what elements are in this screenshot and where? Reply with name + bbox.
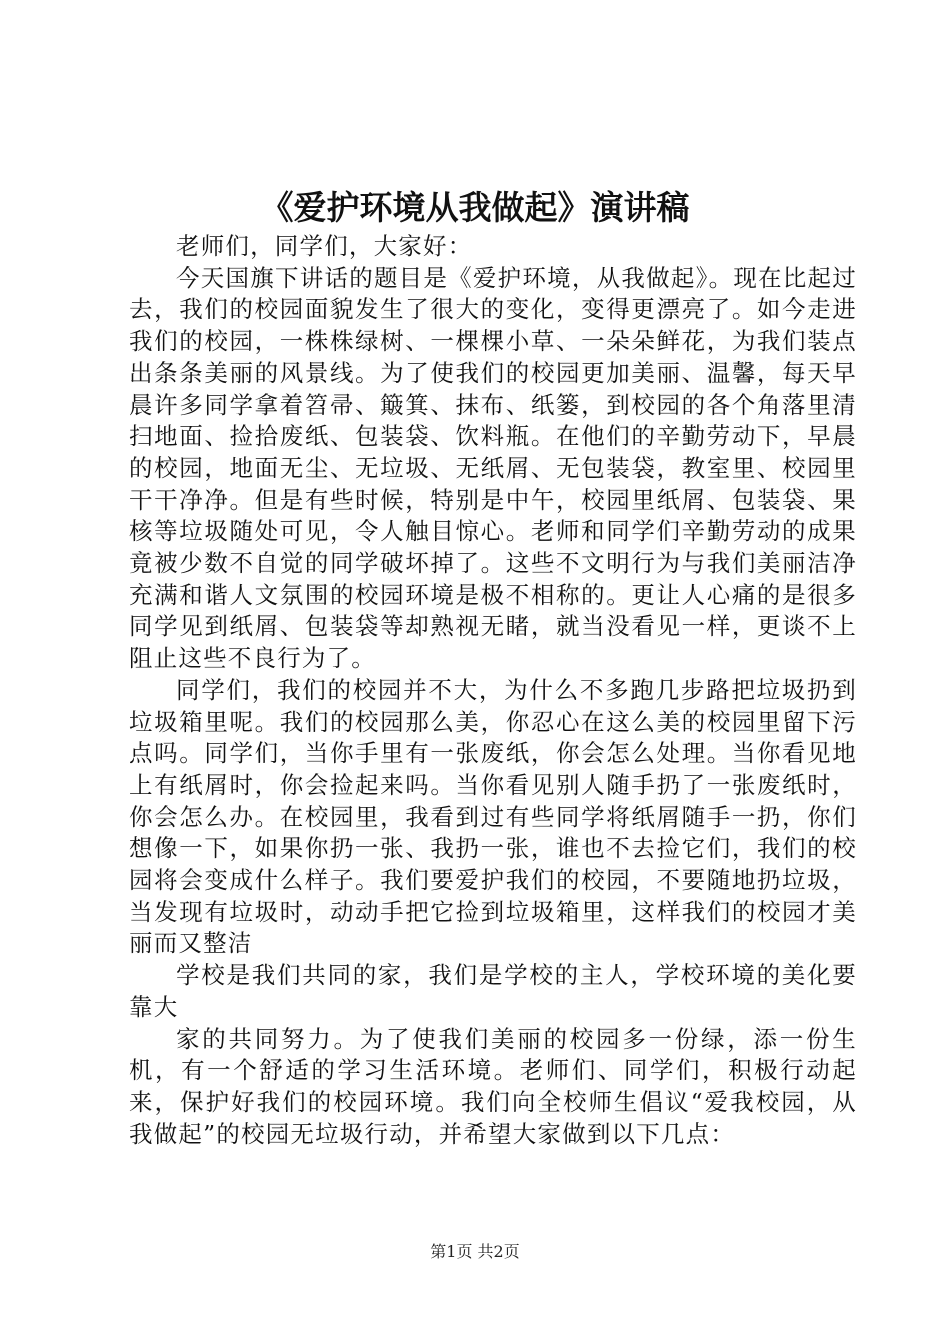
body-paragraph: 家的共同努力。为了使我们美丽的校园多一份绿，添一份生机，有一个舒适的学习生活环境。老师们、同学们，积极行动起来，保护好我们的校园环境。我们向全校师生倡议“爱我校园，从我做起”的校园无垃圾行动，并希望大家做到以下几点： bbox=[129, 1024, 857, 1148]
body-paragraph: 学校是我们共同的家，我们是学校的主人，学校环境的美化要靠大 bbox=[129, 961, 857, 1021]
body-paragraph: 今天国旗下讲话的题目是《爱护环境，从我做起》。现在比起过去，我们的校园面貌发生了很大的变化，变得更漂亮了。如今走进我们的校园，一株株绿树、一棵棵小草、一朵朵鲜花，为我们装点出条条美丽的风景线。为了使我们的校园更加美丽、温馨，每天早晨许多同学拿着笤帚、簸箕、抹布、纸篓，到校园的各个角落里清扫地面、捡拾废纸、包装袋、饮料瓶。在他们的辛勤劳动下，早晨的校园，地面无尘、无垃圾、无纸屑、无包装袋，教室里、校园里干干净净。但是有些时候，特别是中午，校园里纸屑、包装袋、果核等垃圾随处可见，令人触目惊心。老师和同学们辛勤劳动的成果竟被少数不自觉的同学破坏掉了。这些不文明行为与我们美丽洁净充满和谐人文氛围的校园环境是极不相称的。更让人心痛的是很多同学见到纸屑、包装袋等却熟视无睹，就当没看见一样，更谈不上阻止这些不良行为了。 bbox=[129, 263, 857, 673]
body-paragraph: 同学们，我们的校园并不大，为什么不多跑几步路把垃圾扔到垃圾箱里呢。我们的校园那么美，你忍心在这么美的校园里留下污点吗。同学们，当你手里有一张废纸，你会怎么处理。当你看见地上有纸屑时，你会捡起来吗。当你看见别人随手扔了一张废纸时，你会怎么办。在校园里，我看到过有些同学将纸屑随手一扔，你们想像一下，如果你扔一张、我扔一张，谁也不去捡它们，我们的校园将会变成什么样子。我们要爱护我们的校园，不要随地扔垃圾，当发现有垃圾时，动动手把它捡到垃圾箱里，这样我们的校园才美丽而又整洁 bbox=[129, 675, 857, 958]
document-title: 《爱护环境从我做起》演讲稿 bbox=[260, 188, 690, 227]
page-number-footer: 第1页 共2页 bbox=[430, 1242, 520, 1261]
greeting-paragraph: 老师们，同学们，大家好： bbox=[176, 232, 473, 260]
document-body bbox=[129, 231, 857, 1150]
